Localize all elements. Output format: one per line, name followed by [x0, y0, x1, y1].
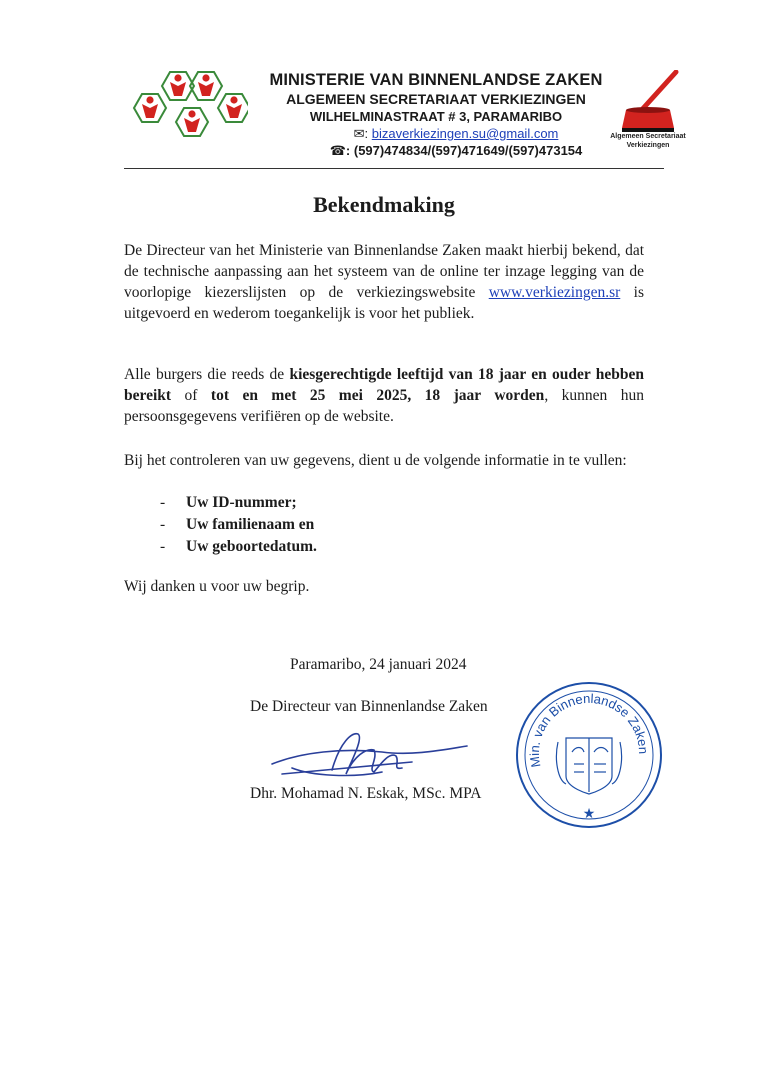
- paragraph-eligibility: Alle burgers die reeds de kiesgerechtigde leeftijd van 18 jaar en ouder hebben bereikt of tot en met 25 mei 2025, 18 jaar worden, kunnen hun persoonsgegevens verifiëren op de website.: [124, 366, 644, 425]
- website-link[interactable]: www.verkiezingen.sr: [488, 284, 621, 301]
- letterhead: [236, 70, 636, 159]
- letterhead-ministry: MINISTERIE VAN BINNENLANDSE ZAKEN: [269, 71, 603, 89]
- ministry-logo-icon: [124, 64, 248, 156]
- email-link[interactable]: bizaverkiezingen.su@gmail.com: [371, 126, 559, 141]
- list-item: - Uw geboortedatum.: [160, 538, 317, 555]
- letterhead-address: WILHELMINASTRAAT # 3, PARAMARIBO: [309, 109, 563, 124]
- signatory-role: De Directeur van Binnenlandse Zaken: [250, 698, 488, 715]
- handwritten-signature: [262, 712, 472, 792]
- letterhead-phone-row: [236, 142, 636, 159]
- letterhead-email-row: ✉: bizaverkiezingen.su@gmail.com: [353, 126, 559, 141]
- required-info-list: [160, 492, 317, 558]
- letterhead-department: ALGEMEEN SECRETARIAAT VERKIEZINGEN: [286, 91, 586, 107]
- phone-icon: ☎: [329, 143, 346, 158]
- star-icon: ★: [582, 807, 596, 822]
- official-stamp: [514, 680, 664, 830]
- signatory-name: Dhr. Mohamad N. Eskak, MSc. MPA: [250, 785, 482, 802]
- place-date: Paramaribo, 24 januari 2024: [290, 656, 467, 673]
- list-item: - Uw familienaam en: [160, 516, 315, 533]
- ballot-logo-caption: Algemeen Secretariaat Verkiezingen: [610, 133, 686, 149]
- paragraph-instructions: Bij het controleren van uw gegevens, dient u de volgende informatie in te vullen:: [124, 452, 627, 469]
- paragraph-announcement: De Directeur van het Ministerie van Binnenlandse Zaken maakt hierbij bekend, dat de technische aanpassing aan het systeem van de online ter inzage legging van de voorlopige kiezerslijsten op de verkiezingswebsite www.verkiezingen.sr is uitgevoerd en wederom toegankelijk is voor het publiek.: [124, 242, 644, 322]
- list-item: - Uw ID-nummer;: [160, 494, 297, 511]
- document-title: Bekendmaking: [313, 192, 455, 217]
- paragraph-thanks: Wij danken u voor uw begrip.: [124, 578, 310, 595]
- envelope-icon: ✉: [353, 126, 365, 141]
- phone-numbers: : (597)474834/(597)471649/(597)473154: [345, 143, 583, 158]
- header-divider: [124, 168, 664, 169]
- stamp-ring-text: Min. van Binnenlandse Zaken: [526, 690, 652, 769]
